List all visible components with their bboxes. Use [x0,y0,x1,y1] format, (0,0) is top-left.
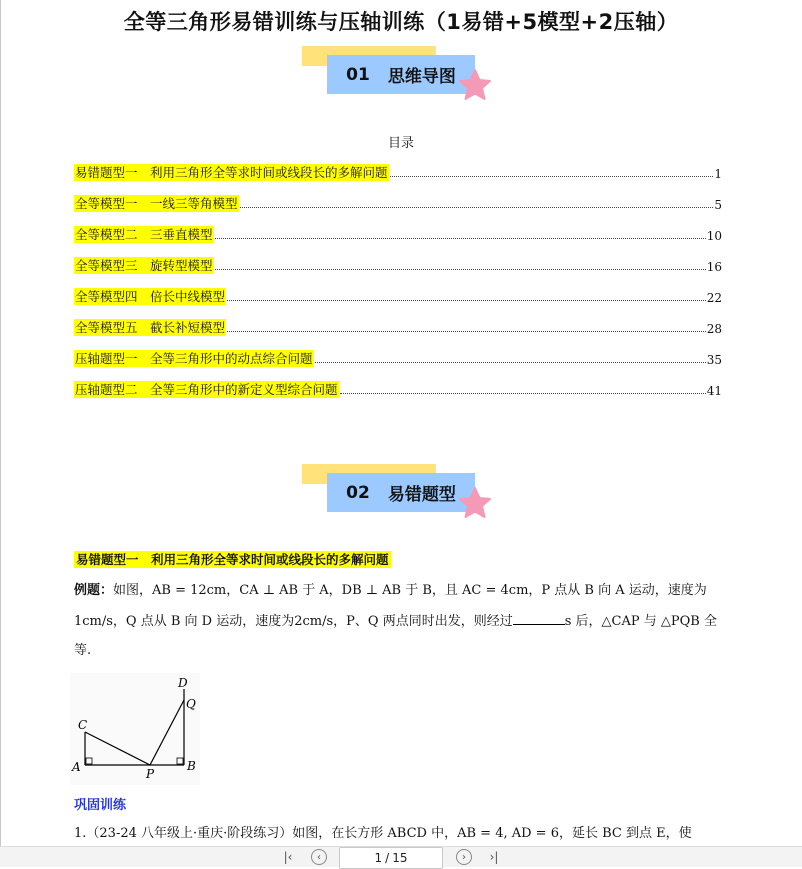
toc-entry[interactable] [74,349,722,367]
label-a: A [72,760,81,774]
toc-leader-dots [227,331,706,332]
total-pages: 15 [392,851,408,865]
example-text: 1cm/s，Q 点从 B 向 D 运动，速度为2cm/s，P、Q 两点同时出发，则经过 [74,614,513,629]
section-banner-mindmap [300,46,500,108]
toc-entry-label[interactable]: 易错题型一 利用三角形全等求时间或线段长的多解问题 [75,165,388,180]
example-label: 例题： [74,583,114,598]
toc-entry-label[interactable]: 全等模型五 截长补短模型 [75,320,226,335]
label-p: P [146,767,155,781]
current-page[interactable]: 1 [374,851,383,865]
label-q: Q [186,697,196,711]
practice-heading: 巩固训练 [74,798,127,813]
section-number: 01 [346,64,370,85]
star-icon [458,486,492,520]
toc-entry-label[interactable]: 压轴题型一 全等三角形中的动点综合问题 [75,351,313,366]
toc-entry-page[interactable]: 5 [714,198,722,212]
toc-entry-page[interactable]: 28 [706,322,722,336]
page-edge [0,0,1,866]
practice-item-1: 1.（23-24 八年级上·重庆·阶段练习）如图，在长方形 ABCD 中，AB = 4, AD = 6，延长 BC 到点 E，使 [74,826,692,841]
section-banner-mistakes [300,464,500,526]
first-page-icon[interactable]: |‹ [283,850,293,864]
toc-entry[interactable] [74,225,722,243]
last-page-icon[interactable]: ›| [489,850,499,864]
toc-leader-dots [227,300,706,301]
toc-entry-label[interactable]: 全等模型三 旋转型模型 [75,258,213,273]
answer-blank [513,613,565,625]
question-type-title: 易错题型一 利用三角形全等求时间或线段长的多解问题 [76,552,389,567]
banner-blue-box [327,55,475,94]
label-b: B [187,759,196,773]
document-title: 全等三角形易错训练与压轴训练（1易错+5模型+2压轴） [123,10,679,34]
toc-entry[interactable] [74,163,722,181]
toc-entry-page[interactable]: 1 [714,167,722,181]
toc-entry-page[interactable]: 35 [706,353,722,367]
toc-entry-label[interactable]: 全等模型一 一线三等角模型 [75,196,238,211]
toc-entry-page[interactable]: 41 [706,384,722,398]
example-text: s 后，△CAP 与 △PQB 全 [564,614,717,629]
toc-entry[interactable] [74,194,722,212]
toc-leader-dots [215,238,706,239]
toc-entry-label[interactable]: 压轴题型二 全等三角形中的新定义型综合问题 [75,382,338,397]
toc-entry-page[interactable]: 22 [706,291,722,305]
toc-leader-dots [240,207,714,208]
toc-entry-label[interactable]: 全等模型四 倍长中线模型 [75,289,226,304]
pdf-navigation-toolbar [0,846,802,867]
label-d: D [178,676,188,690]
toc-entry-page[interactable]: 16 [706,260,722,274]
toc-entry-label[interactable]: 全等模型二 三垂直模型 [75,227,213,242]
next-page-icon[interactable]: › [456,849,472,865]
section-number: 02 [346,482,370,503]
toc-leader-dots [315,362,706,363]
prev-page-icon[interactable]: ‹ [311,849,327,865]
toc-entry[interactable] [74,287,722,305]
banner-blue-box [327,473,475,512]
star-icon [458,68,492,102]
toc-entry[interactable] [74,380,722,398]
toc-leader-dots [340,393,706,394]
toc-heading: 目录 [387,136,414,151]
label-c: C [78,718,88,732]
toc-entry[interactable] [74,318,722,336]
example-line-3: 等. [74,643,92,658]
example-text: 如图，AB = 12cm，CA ⊥ AB 于 A，DB ⊥ AB 于 B，且 AC = 4cm，P 点从 B 向 A 运动，速度为 [113,583,707,598]
example-line-1 [74,583,726,599]
toc-leader-dots [215,269,706,270]
section-title: 易错题型 [387,485,456,505]
toc-entry-page[interactable]: 10 [706,229,722,243]
toc-entry[interactable] [74,256,722,274]
page-separator: / [385,851,390,865]
example-line-2 [74,613,726,630]
section-title: 思维导图 [387,67,456,87]
geometry-figure [70,673,200,785]
toc-leader-dots [390,176,714,177]
